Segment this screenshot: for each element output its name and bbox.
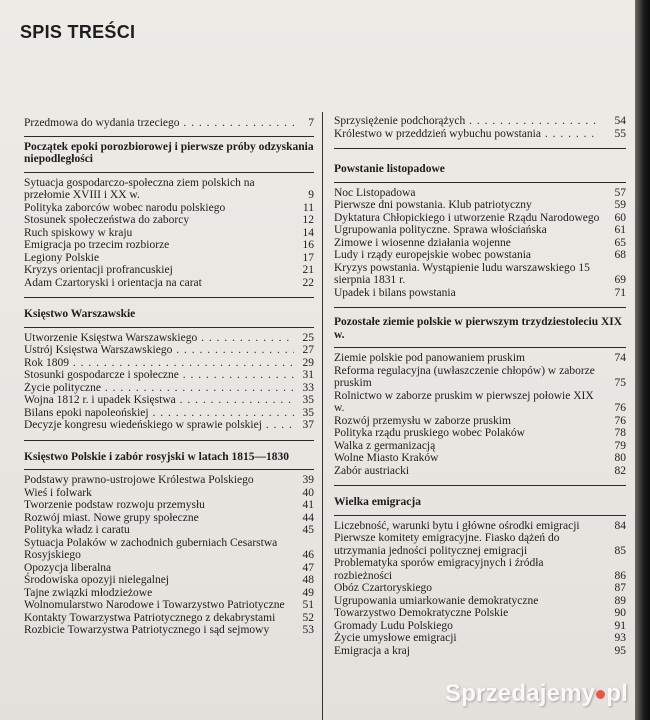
- section-heading: Wielka emigracja: [334, 496, 421, 508]
- toc-entry: Bilans epoki napoleońskiej . . . 35: [24, 407, 314, 420]
- toc-entry: Sprzysiężenie podchorążych . . . 54: [334, 115, 626, 128]
- watermark-dot-icon: [596, 690, 605, 699]
- section-rule: [334, 182, 626, 183]
- toc-entry: Dyktatura Chłopickiego i utworzenie Rządu Narodowego 60: [334, 211, 626, 224]
- toc-entry: Rozwój miast. Nowe grupy społeczne 44: [24, 511, 314, 524]
- toc-entry: Decyzje kongresu wiedeńskiego w sprawie polskiej . . . 37: [24, 419, 314, 432]
- section-heading: Księstwo Warszawskie: [24, 308, 136, 320]
- toc-entry: Zabór austriacki 82: [334, 464, 626, 477]
- toc-entry: Królestwo w przeddzień wybuchu powstania . . . 55: [334, 128, 626, 141]
- toc-entry: Pierwsze dni powstania. Klub patriotyczny 59: [334, 199, 626, 211]
- toc-entry: Życie polityczne . . . 33: [24, 382, 314, 395]
- toc-entry: Adam Czartoryski i orientacja na carat 22: [24, 276, 314, 289]
- toc-entry: Ruch spiskowy w kraju 14: [24, 226, 314, 239]
- toc-entry: Legiony Polskie 17: [24, 251, 314, 264]
- toc-entry: Ugrupowania polityczne. Sprawa włościańska 61: [334, 224, 626, 236]
- section-heading: Pozostałe ziemie polskie w pierwszym trzydziestoleciu XIX w.: [334, 316, 623, 341]
- page-edge-shadow: [635, 0, 650, 720]
- section-rule: [24, 327, 314, 328]
- watermark-logo: Sprzedajemy pl: [444, 680, 628, 707]
- toc-entry-title: Przedmowa do wydania trzeciego . . .: [24, 117, 294, 130]
- section-rule: [334, 307, 626, 308]
- toc-entry: Polityka władz i caratu 45: [24, 524, 314, 536]
- toc-entry: Ustrój Księstwa Warszawskiego . . . 27: [24, 344, 314, 357]
- toc-section-entries: [24, 332, 314, 432]
- toc-entry: Rok 1809 . . . 29: [24, 357, 314, 370]
- section-rule: [334, 485, 626, 486]
- toc-entry: Emigracja a kraj 95: [334, 644, 626, 657]
- section-heading: Początek epoki porozbiorowej i pierwsze próby odzyskania niepodległości: [24, 140, 314, 165]
- toc-entry: Kontakty Towarzystwa Patriotycznego z dekabrystami 52: [24, 611, 314, 624]
- toc-entry: Upadek i bilans powstania 71: [334, 286, 626, 299]
- toc-entry: Podstawy prawno-ustrojowe Królestwa Polskiego 39: [24, 474, 314, 486]
- toc-entry: Polityka zaborców wobec narodu polskiego 11: [24, 201, 314, 214]
- section-heading: Księstwo Polskie i zabór rosyjski w latach 1815—1830: [24, 450, 290, 463]
- toc-entry: Wieś i folwark 40: [24, 486, 314, 499]
- toc-entry: Stosunki gospodarcze i społeczne . . . 31: [24, 369, 314, 382]
- toc-entry: Rozwój przemysłu w zaborze pruskim 76: [334, 414, 626, 427]
- toc-entry: Polityka rządu pruskiego wobec Polaków 78: [334, 427, 626, 439]
- section-rule: [334, 347, 626, 348]
- toc-entry: Reforma regulacyjna (uwłaszczenie chłopów) w zaborze pruskim 75: [334, 364, 626, 389]
- toc-entry-page: 7: [308, 117, 314, 129]
- toc-entry: Emigracja po trzecim rozbiorze 16: [24, 239, 314, 251]
- column-divider: [322, 112, 323, 720]
- toc-entry: Gromady Ludu Polskiego 91: [334, 619, 626, 632]
- toc-entry: Tajne związki młodzieżowe 49: [24, 586, 314, 599]
- toc-entry: Tworzenie podstaw rozwoju przemysłu 41: [24, 499, 314, 511]
- toc-entry: Rozbicie Towarzystwa Patriotycznego i sąd sejmowy 53: [24, 624, 314, 636]
- page-title: SPIS TREŚCI: [20, 22, 136, 42]
- toc-entry: Wojna 1812 r. i upadek Księstwa . . . 35: [24, 394, 314, 407]
- toc-entry: Ziemie polskie pod panowaniem pruskim 74: [334, 352, 626, 364]
- section-rule: [24, 172, 314, 173]
- toc-section-entries: [334, 352, 626, 477]
- toc-entry: Życie umysłowe emigracji 93: [334, 632, 626, 644]
- toc-entry: Ludy i rządy europejskie wobec powstania 68: [334, 249, 626, 261]
- toc-entry: Problematyka sporów emigracyjnych i źródła rozbieżności 86: [334, 557, 626, 582]
- toc-entry: Ugrupowania umiarkowanie demokratyczne 89: [334, 594, 626, 607]
- toc-entry: Wolnomularstwo Narodowe i Towarzystwo Patriotyczne 51: [24, 599, 314, 611]
- section-rule: [24, 469, 314, 470]
- toc-section-entries: [24, 474, 314, 637]
- toc-entry: Pierwsze komitety emigracyjne. Fiasko dążeń do utrzymania jedności politycznej emigracji 85: [334, 532, 626, 557]
- toc-entry: Zimowe i wiosenne działania wojenne 65: [334, 236, 626, 249]
- toc-entry: Utworzenie Księstwa Warszawskiego . . . 25: [24, 332, 314, 345]
- toc-entry: Wolne Miasto Kraków 80: [334, 452, 626, 464]
- toc-entry: Walka z germanizacją 79: [334, 439, 626, 452]
- toc-entry: Sytuacja Polaków w zachodnich guberniach Cesarstwa Rosyjskiego 46: [24, 536, 314, 561]
- section-rule: [24, 297, 314, 298]
- toc-section-entries: [334, 520, 626, 658]
- toc-entry: Liczebność, warunki bytu i główne ośrodki emigracji 84: [334, 519, 626, 532]
- toc-entry: Obóz Czartoryskiego 87: [334, 582, 626, 594]
- toc-entry: Rolnictwo w zaborze pruskim w pierwszej połowie XIX w. 76: [334, 389, 626, 414]
- toc-entry: Stosunek społeczeństwa do zaborcy 12: [24, 214, 314, 226]
- toc-entry: Noc Listopadowa 57: [334, 186, 626, 199]
- toc-entry: Towarzystwo Demokratyczne Polskie 90: [334, 607, 626, 619]
- toc-entry: Środowiska opozyji nielegalnej 48: [24, 574, 314, 586]
- section-rule: [24, 440, 314, 441]
- toc-entry: Opozycja liberalna 47: [24, 561, 314, 574]
- section-rule: [334, 515, 626, 516]
- toc-right-column: [334, 115, 626, 657]
- toc-entry-preface: [24, 117, 314, 130]
- toc-entry: Kryzys powstania. Wystąpienie ludu warszawskiego 15 sierpnia 1831 r. 69: [334, 261, 626, 286]
- section-rule: [24, 136, 314, 137]
- toc-section-entries: [334, 187, 626, 300]
- toc-left-column: [24, 117, 314, 637]
- section-heading: Powstanie listopadowe: [334, 163, 445, 175]
- toc-entry: Sytuacja gospodarczo-społeczna ziem polskich na przełomie XVIII i XX w. 9: [24, 176, 314, 201]
- toc-section-entries: [24, 177, 314, 290]
- toc-entry: Kryzys orientacji profrancuskiej 21: [24, 264, 314, 276]
- section-rule: [334, 148, 626, 149]
